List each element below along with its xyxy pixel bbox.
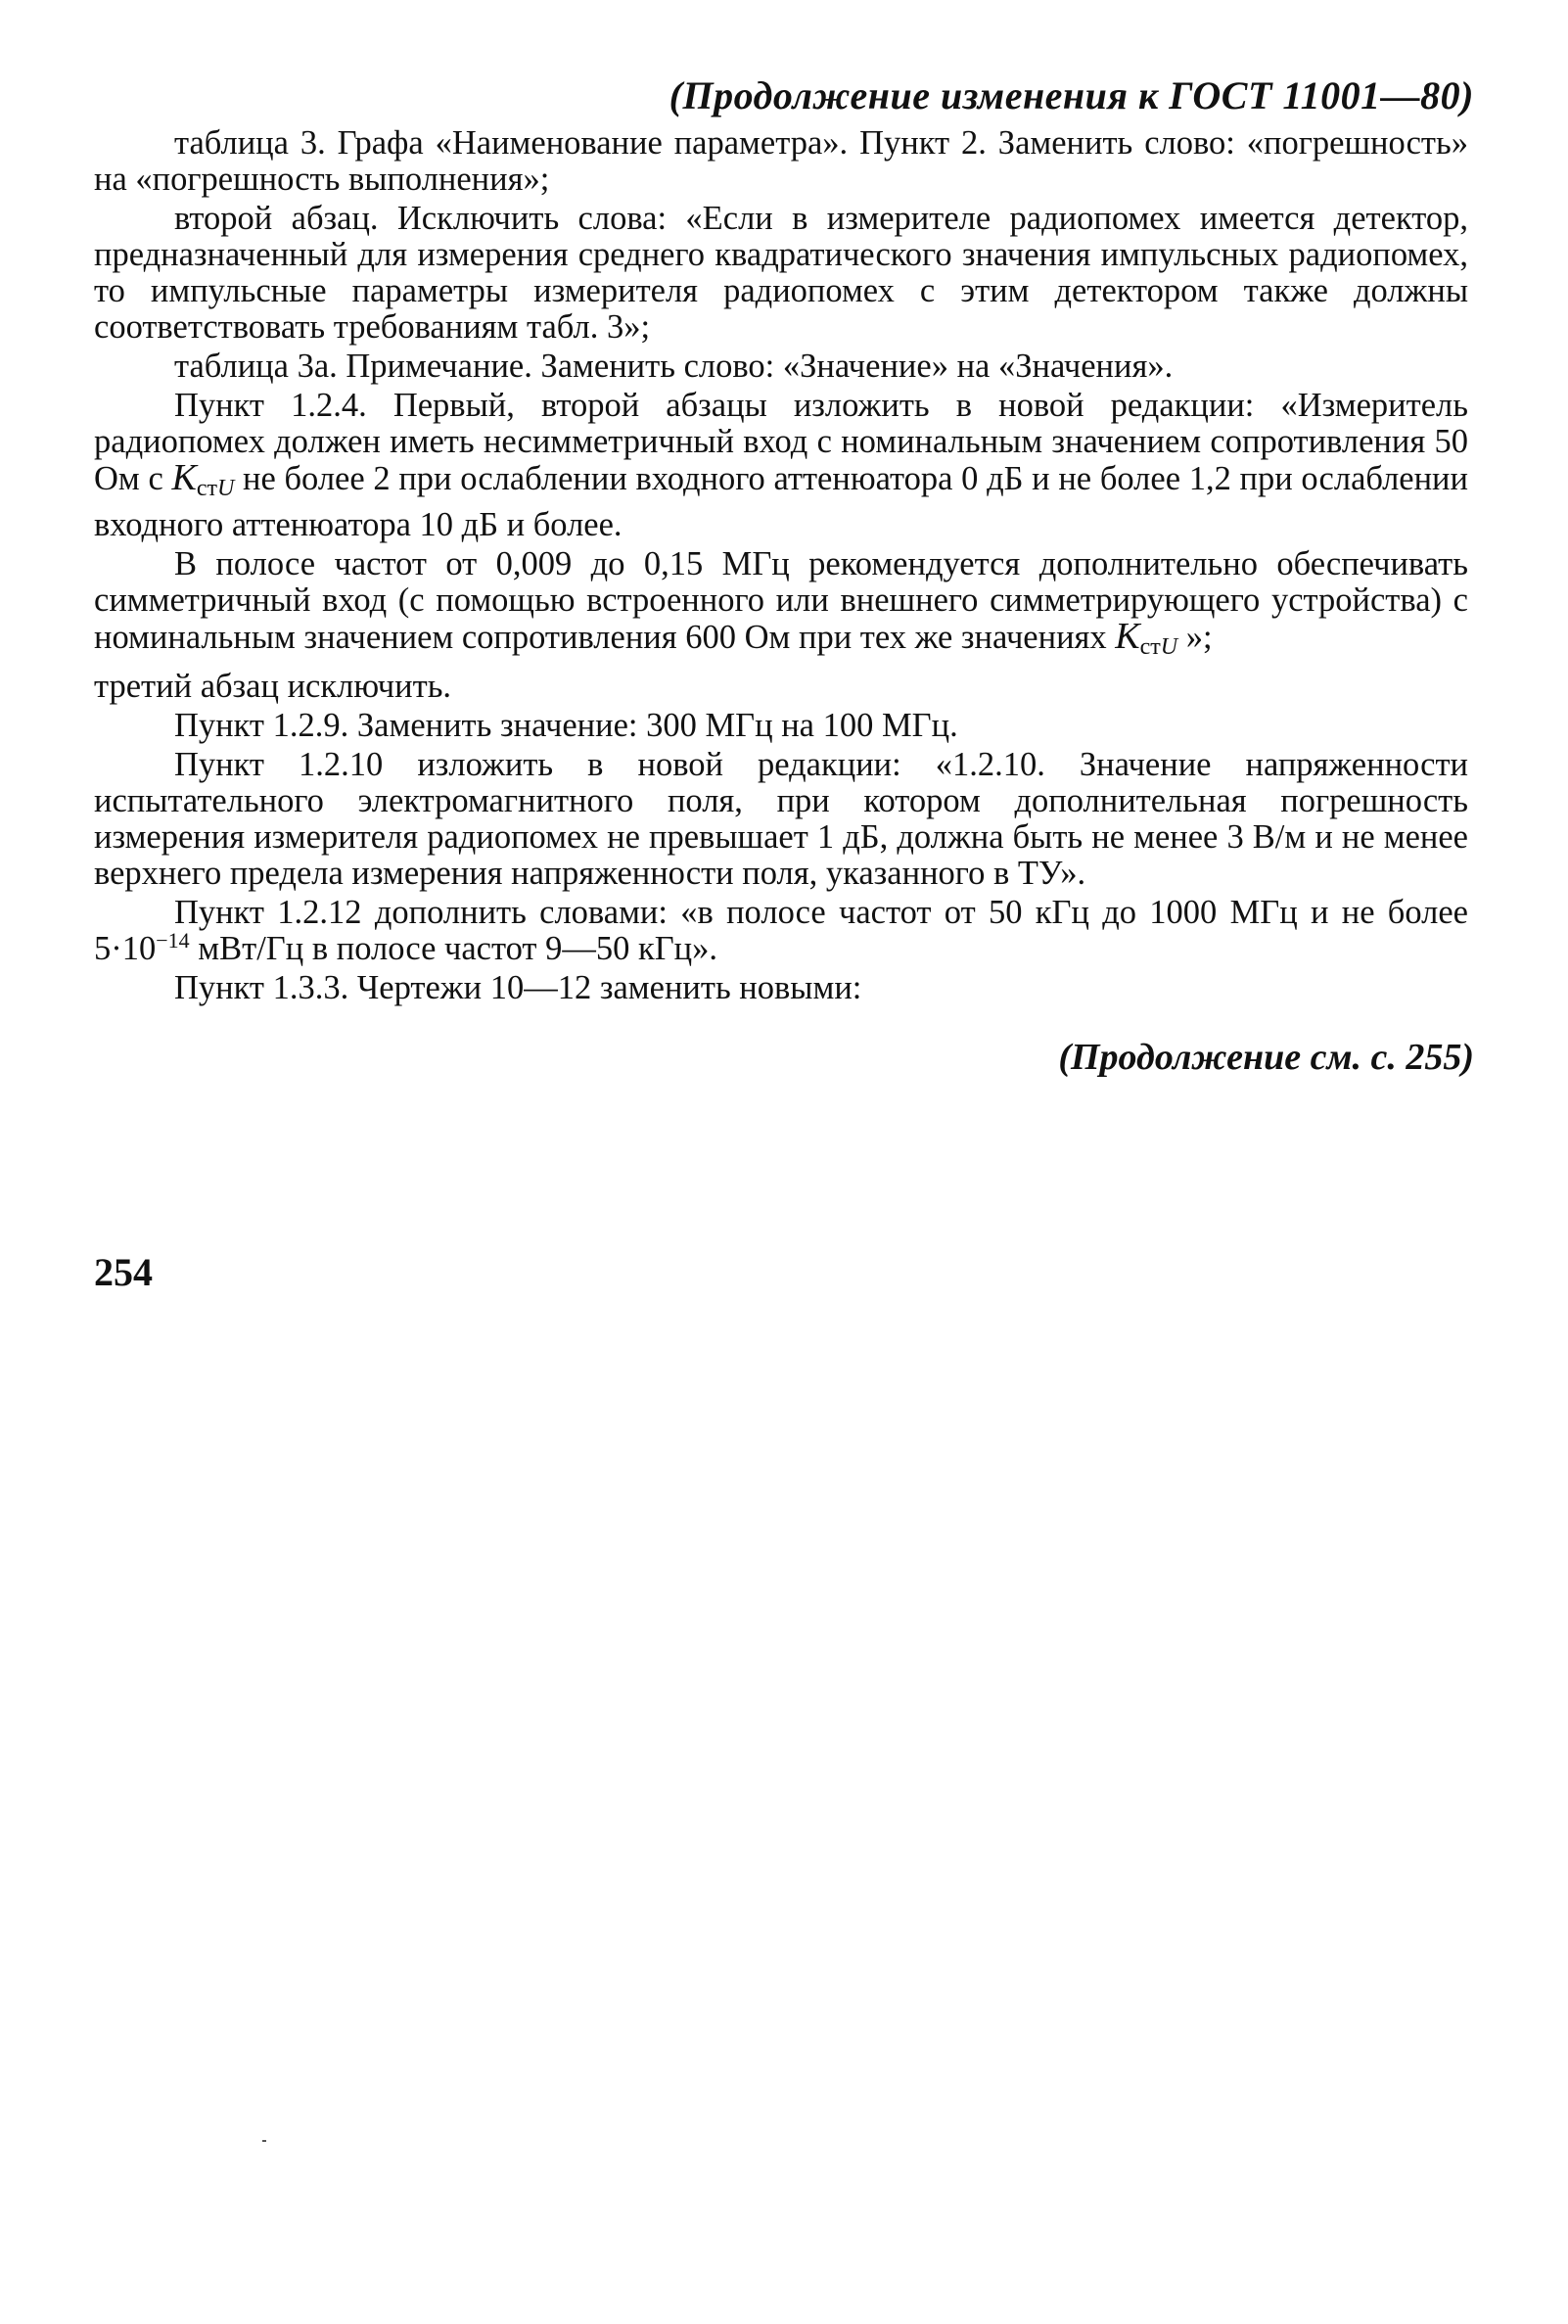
paragraph-table3: таблица 3. Графа «Наименование параметра». Пункт 2. Заменить слово: «погрешность» на «погрешность выполнения»; — [94, 124, 1468, 198]
paragraph-punkt-1-3-3: Пункт 1.3.3. Чертежи 10—12 заменить новыми: — [174, 969, 862, 1006]
document-body — [94, 125, 1468, 1009]
text-segment: Пункт 1.2.4. Первый, второй абзацы изложить в новой редакции: «Измеритель радиопомех должен иметь несимметричный вход с номинальным значением сопротивления 50 Ом с — [94, 387, 1468, 497]
text-segment: »; — [1177, 619, 1213, 656]
k-st-u-symbol — [1115, 616, 1178, 660]
symbol-subscript: ст — [196, 476, 217, 501]
exponent: −14 — [156, 928, 190, 953]
paragraph-table3a: таблица 3а. Примечание. Заменить слово: «Значение» на «Значения». — [174, 348, 1174, 385]
paragraph-punkt-1-2-4 — [94, 388, 1468, 543]
text-segment: не более 2 при ослаблении входного аттенюатора 0 дБ и не более 1,2 при ослаблении входного аттенюатора 10 дБ и более. — [94, 460, 1468, 543]
scan-speck — [262, 2140, 266, 2142]
continuation-footer: (Продолжение см. с. 255) — [1058, 1037, 1474, 1078]
paragraph-second-abzac: второй абзац. Исключить слова: «Если в измерителе радиопомех имеется детектор, предназначенный для измерения среднего квадратического значения импульсных радиопомех, то импульсные параметры измерителя радиопомех с этим детектором также должны соответствовать требованиям табл. 3»; — [94, 200, 1468, 346]
text-segment: Пункт 1.2.12 дополнить словами: «в полосе частот от 50 кГц до 1000 МГц и не более 5·10 — [94, 894, 1468, 967]
paragraph-punkt-1-2-9: Пункт 1.2.9. Заменить значение: 300 МГц на 100 МГц. — [174, 707, 958, 744]
paragraph-punkt-1-2-10: Пункт 1.2.10 изложить в новой редакции: «1.2.10. Значение напряженности испытательного электромагнитного поля, при котором дополнительная погрешность измерения измерителя радиопомех не превышает 1 дБ, должна быть не менее 3 В/м и не менее верхнего предела измерения напряженности поля, указанного в ТУ». — [94, 746, 1468, 892]
symbol-letter: K — [171, 457, 197, 498]
paragraph-third-abzac: третий абзац исключить. — [94, 668, 452, 705]
paragraph-frequency-band — [94, 546, 1468, 666]
symbol-letter: K — [1115, 616, 1140, 657]
k-st-u-symbol — [171, 457, 235, 501]
continuation-header: (Продолжение изменения к ГОСТ 11001—80) — [669, 73, 1474, 117]
text-segment: мВт/Гц в полосе частот 9—50 кГц». — [189, 930, 718, 967]
page-number: 254 — [94, 1250, 153, 1294]
symbol-subscript-var: U — [1160, 634, 1178, 660]
text-segment: В полосе частот от 0,009 до 0,15 МГц рекомендуется дополнительно обеспечивать симметричный вход (с помощью встроенного или внешнего симметрирующего устройства) с номинальным значением сопротивления 600 Ом при тех же значениях — [94, 545, 1468, 656]
symbol-subscript-var: U — [216, 476, 235, 501]
paragraph-punkt-1-2-12 — [94, 895, 1468, 967]
symbol-subscript: ст — [1139, 634, 1161, 660]
